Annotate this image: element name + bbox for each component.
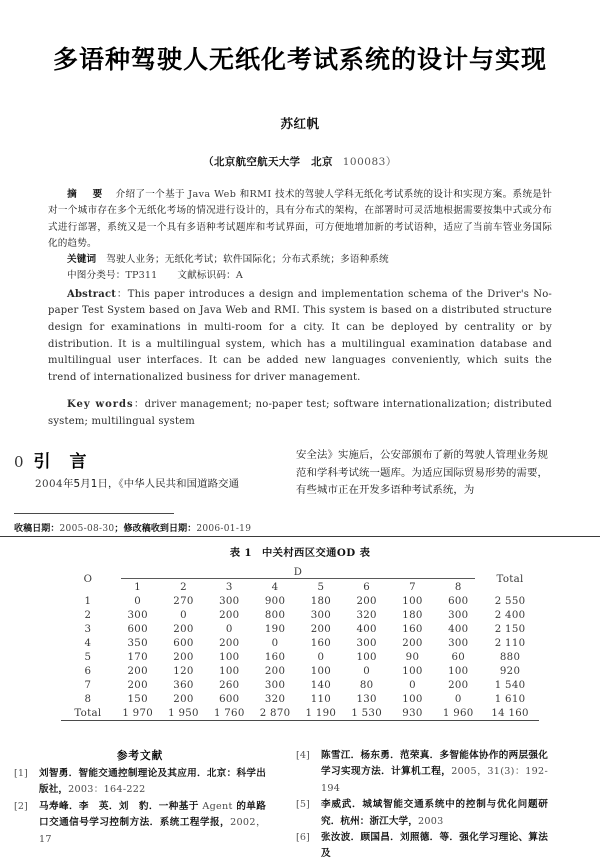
table-cell: 0 (134, 595, 142, 607)
table-cell: 100 (219, 651, 240, 663)
table-cell: 320 (264, 693, 286, 705)
table-cell: 180 (402, 609, 423, 621)
table-row (61, 692, 539, 706)
table-cell: 200 (448, 679, 469, 691)
table-cell-origin: 5 (84, 651, 92, 663)
reference-line-2: 学习实现方法．计算机工程， (321, 766, 452, 778)
table-header-cell: 8 (454, 581, 462, 593)
reference-line-1: 马寿峰．李 英．刘 豹．一种基于 (39, 800, 199, 812)
table-cell: 360 (173, 679, 194, 691)
table-cell: 600 (173, 637, 194, 649)
intro-paragraph-left (14, 476, 266, 494)
references-title: 参考文献 (116, 750, 164, 762)
author-affiliation (0, 154, 600, 169)
table-caption (0, 544, 600, 559)
table-header-cell: 7 (409, 581, 416, 593)
table-cell-total: 920 (499, 665, 521, 677)
table-cell: 60 (451, 651, 466, 663)
table-cell: 300 (219, 595, 240, 607)
table-row (61, 636, 539, 650)
table-cell-column-total: 930 (390, 706, 436, 721)
reference-line-2-latin: 2003：164-222 (68, 784, 146, 796)
table-cell: 140 (310, 679, 332, 691)
table-cell: 100 (356, 651, 377, 663)
reference-line-1-tail: 的单路口 (39, 800, 266, 829)
table-cell: 200 (264, 665, 286, 677)
table-cell: 190 (264, 623, 286, 635)
abstract-cn-part3: 技术的驾驶人学科无纸化考试系统的设计和实现方案。系统是针对一个城市存在多个无纸化考场的情况进行设计的，具有分布式的架构，在部署时可灵活地根据需要按集中式或分布式进行部署，系统又是一个具有多语种考试题库和考试界面，可方便地增加新的考试语种，适应了当前车管业务国际化的趋势。 (48, 189, 552, 249)
chinese-abstract (48, 187, 552, 252)
table-cell-total: 2 110 (494, 637, 526, 649)
od-table (61, 565, 539, 721)
table-cell: 600 (219, 693, 240, 705)
clc-line: 中图分类号：TP311 文献标识码：A (67, 270, 243, 282)
table-row (61, 622, 539, 636)
keywords-en-label: Key words (67, 399, 134, 411)
table-cell-origin: 6 (84, 665, 92, 677)
body-column-right (296, 447, 548, 500)
reference-text (321, 748, 548, 797)
reference-text (39, 799, 266, 848)
clc-label: 中图分类号 (67, 270, 116, 282)
abstract-block (48, 187, 552, 431)
abstract-cn-part2: 和 (239, 189, 250, 200)
table-cell-origin: 3 (84, 623, 92, 635)
english-keywords: Key words：driver management; no-paper test; software internationalization; distributed system; multilingual system (48, 399, 553, 427)
table-header-row-numbers (61, 580, 539, 594)
table-cell: 160 (264, 651, 286, 663)
table-cell-origin: 2 (84, 609, 92, 621)
table-cell-total-label: Total (61, 706, 115, 721)
chinese-keywords (48, 252, 552, 268)
table-cell: 0 (225, 623, 233, 635)
table-cell: 600 (448, 595, 469, 607)
table-caption-number: 表 1 (229, 547, 252, 559)
reference-line-1-latin: Agent (198, 800, 237, 812)
table-cell: 120 (173, 665, 194, 677)
table-cell-total: 1 610 (494, 693, 526, 705)
footnote-received-dates: 收稿日期：2005-08-30；修改稿收到日期：2006-01-19 (14, 524, 252, 534)
table-row (61, 664, 539, 678)
reference-text (321, 797, 548, 830)
table-caption-tail: 表 (359, 547, 371, 559)
table-cell: 270 (173, 595, 194, 607)
table-cell-column-total: 1 950 (161, 706, 207, 721)
table-cell-column-total: 1 530 (344, 706, 390, 721)
table-cell: 100 (402, 665, 423, 677)
table-cell: 300 (356, 637, 377, 649)
table-cell-total: 2 150 (494, 623, 526, 635)
table-header-destination: D (115, 565, 481, 580)
table-cell-total: 2 550 (494, 595, 526, 607)
table-header-cell: 6 (363, 581, 371, 593)
references-column-right (296, 748, 548, 863)
body-columns (0, 447, 600, 500)
revised-date: 2006-01-19 (196, 524, 252, 534)
table-cell: 0 (363, 665, 371, 677)
table-cell-grand-total: 14 160 (481, 706, 539, 721)
table-cell-total: 880 (499, 651, 521, 663)
table-header-cell: 2 (180, 581, 187, 593)
reference-item (296, 748, 548, 797)
reference-text (321, 830, 548, 863)
table-row (61, 650, 539, 664)
abstract-cn-label: 摘 要 (67, 189, 106, 200)
reference-line-2-latin: 2005，31(3)：192-194 (321, 766, 549, 794)
table-region (0, 536, 600, 721)
table-cell: 100 (310, 665, 332, 677)
table-cell: 0 (409, 679, 416, 691)
page-title: 多语种驾驶人无纸化考试系统的设计与实现 (52, 45, 547, 74)
table-cell-column-total: 1 960 (435, 706, 481, 721)
footnote-divider (14, 513, 174, 514)
abstract-en-text: This paper introduces a design and implementation schema of the Driver's No-paper Test System based on Java Web and RMI. This system is based on a distributed structure design for examinations in multi-room for a city. It can be deployed by centrality or by distribution. It is a multilingual system, which has a multilingual examination database and multilingual user interfaces. It can be added new languages conveniently, which suits the trend of internationalized business for driver management. (48, 288, 552, 383)
table-header-origin: O (83, 574, 93, 585)
table-cell: 0 (180, 609, 187, 621)
table-row (61, 678, 539, 692)
table-cell: 400 (356, 623, 377, 635)
table-cell: 200 (310, 623, 332, 635)
table-cell: 300 (448, 637, 469, 649)
table-cell: 300 (310, 609, 332, 621)
table-cell: 900 (264, 595, 286, 607)
abstract-cn-latin-javaweb: Java Web (188, 189, 237, 200)
table-cell: 130 (356, 693, 377, 705)
doc-code-value: A (235, 270, 243, 282)
section-number: 0 (14, 453, 25, 471)
table-cell: 200 (173, 693, 194, 705)
clc-value: TP311 (125, 270, 158, 282)
table-cell: 160 (402, 623, 423, 635)
affiliation-text: （北京航空航天大学 北京 (203, 156, 333, 168)
abstract-cn-latin-rmi: RMI (249, 189, 272, 200)
table-cell: 800 (264, 609, 286, 621)
reference-number: [1] (14, 768, 28, 779)
table-cell-column-total: 1 970 (115, 706, 161, 721)
table-cell: 100 (448, 665, 469, 677)
keywords-cn-value: 驾驶人业务；无纸化考试；软件国际化；分布式系统；多语种系统 (106, 254, 389, 266)
table-cell: 320 (356, 609, 377, 621)
reference-number: [6] (296, 832, 310, 844)
table-cell-origin: 1 (84, 595, 92, 607)
table-cell: 200 (219, 637, 240, 649)
intro-year: 2004 (35, 478, 64, 490)
table-cell-origin: 8 (84, 693, 92, 705)
table-cell: 100 (402, 595, 423, 607)
reference-item (14, 799, 266, 848)
table-header-cell: 5 (317, 581, 325, 593)
table-cell-origin: 4 (84, 637, 92, 649)
received-label: 收稿日期 (14, 524, 51, 534)
table-header-row-group (61, 565, 539, 580)
table-cell-column-total: 2 870 (252, 706, 298, 721)
table-cell: 110 (310, 693, 332, 705)
table-header-total: Total (496, 574, 524, 585)
english-abstract: Abstract：This paper introduces a design and implementation schema of the Driver's No-paper Test System based on Java Web and RMI. This system is based on a distributed structure design for examinations in multi-room for a city. It can be deployed by centrality or by distribution. It is a multilingual system, which has a multilingual examination database and multilingual user interfaces. It can be added new languages conveniently, which suits the trend of internationalized business for driver management. (48, 288, 552, 383)
table-cell: 200 (127, 679, 148, 691)
table-cell-column-total: 1 190 (298, 706, 344, 721)
affiliation-zipcode: 100083） (342, 156, 397, 168)
table-cell-origin: 7 (84, 679, 92, 691)
reference-line-1: 刘智勇．智能交通控制理论及其应用．北京：科学出 (39, 768, 266, 779)
section-heading (14, 447, 266, 472)
intro-paragraph-right: 安全法》实施后，公安部颁布了新的驾驶人管理业务规范和学科考试统一题库。为适应国际贸易形势的需要，有些城市正在开发多语种考试系统，为 (296, 449, 548, 496)
table-cell: 90 (405, 651, 420, 663)
reference-number: [2] (14, 800, 28, 812)
reference-item (14, 766, 266, 799)
table-cell-total: 1 540 (494, 679, 526, 691)
reference-line-2: 交通信号学习控制方法．系统工程学报， (49, 817, 231, 829)
table-cell: 0 (317, 651, 325, 663)
table-cell: 100 (402, 693, 423, 705)
table-caption-od: OD (336, 547, 356, 559)
reference-item (296, 830, 548, 863)
table-cell: 300 (264, 679, 286, 691)
body-column-left (14, 447, 266, 500)
doc-code-label: 文献标识码 (177, 270, 227, 282)
abstract-cn-part1: 介绍了一个基于 (115, 189, 185, 200)
reference-line-1: 张汝波．顾国昌．刘照德．等．强化学习理论、算法及 (321, 832, 548, 860)
table-cell: 400 (448, 623, 469, 635)
table-header-cell: 3 (225, 581, 233, 593)
table-cell-column-total: 1 760 (206, 706, 252, 721)
abstract-en-label: Abstract (67, 288, 117, 300)
table-caption-text: 中关村西区交通 (261, 547, 337, 559)
intro-text-left: 年5月1日，《中华人民共和国道路交通 (63, 478, 240, 490)
table-cell: 150 (127, 693, 148, 705)
table-total-row (61, 706, 539, 721)
table-cell: 170 (127, 651, 148, 663)
table-cell: 200 (356, 595, 377, 607)
table-cell: 200 (173, 651, 194, 663)
table-cell: 100 (219, 665, 240, 677)
table-row (61, 608, 539, 622)
table-header-cell: 4 (271, 581, 279, 593)
table-cell: 180 (310, 595, 332, 607)
keywords-en-value: driver management; no-paper test; software internationalization; distributed system; multilingual system (48, 399, 553, 427)
reference-item (296, 797, 548, 830)
table-cell: 0 (454, 693, 462, 705)
table-cell: 0 (271, 637, 279, 649)
table-cell: 200 (402, 637, 423, 649)
table-cell: 160 (310, 637, 332, 649)
table-cell: 300 (448, 609, 469, 621)
table-cell: 200 (173, 623, 194, 635)
reference-text (39, 766, 266, 799)
table-cell: 80 (359, 679, 374, 691)
reference-line-1: 李威武．城域智能交通系统中的控制与优化问题研 (321, 799, 548, 811)
table-cell: 200 (219, 609, 240, 621)
received-date: 2005-08-30 (59, 524, 115, 534)
section-title: 引 言 (33, 452, 88, 472)
table-cell: 200 (127, 665, 148, 677)
reference-line-1: 陈雪江．杨东勇．范荣真．多智能体协作的两层强化 (321, 750, 548, 761)
author-name: 苏红帆 (280, 116, 320, 131)
reference-number: [4] (296, 750, 310, 761)
reference-line-2: 版社， (39, 784, 69, 796)
keywords-cn-label: 关键词 (67, 254, 97, 266)
references-column-left (14, 748, 266, 863)
table-cell: 300 (127, 609, 148, 621)
table-row (61, 594, 539, 608)
revised-label: 修改稿收到日期 (123, 524, 188, 534)
reference-line-2: 究．杭州：浙江大学， (321, 815, 418, 827)
references-region (0, 748, 600, 863)
reference-line-2-latin: 2002，17 (39, 817, 266, 845)
reference-line-2-latin: 2003 (417, 815, 444, 827)
table-header-cell: 1 (134, 581, 142, 593)
table-cell: 600 (127, 623, 148, 635)
table-cell: 260 (219, 679, 240, 691)
table-cell: 350 (127, 637, 148, 649)
table-region-divider (0, 536, 600, 537)
reference-number: [5] (296, 799, 310, 811)
table-cell-total: 2 400 (494, 609, 526, 621)
